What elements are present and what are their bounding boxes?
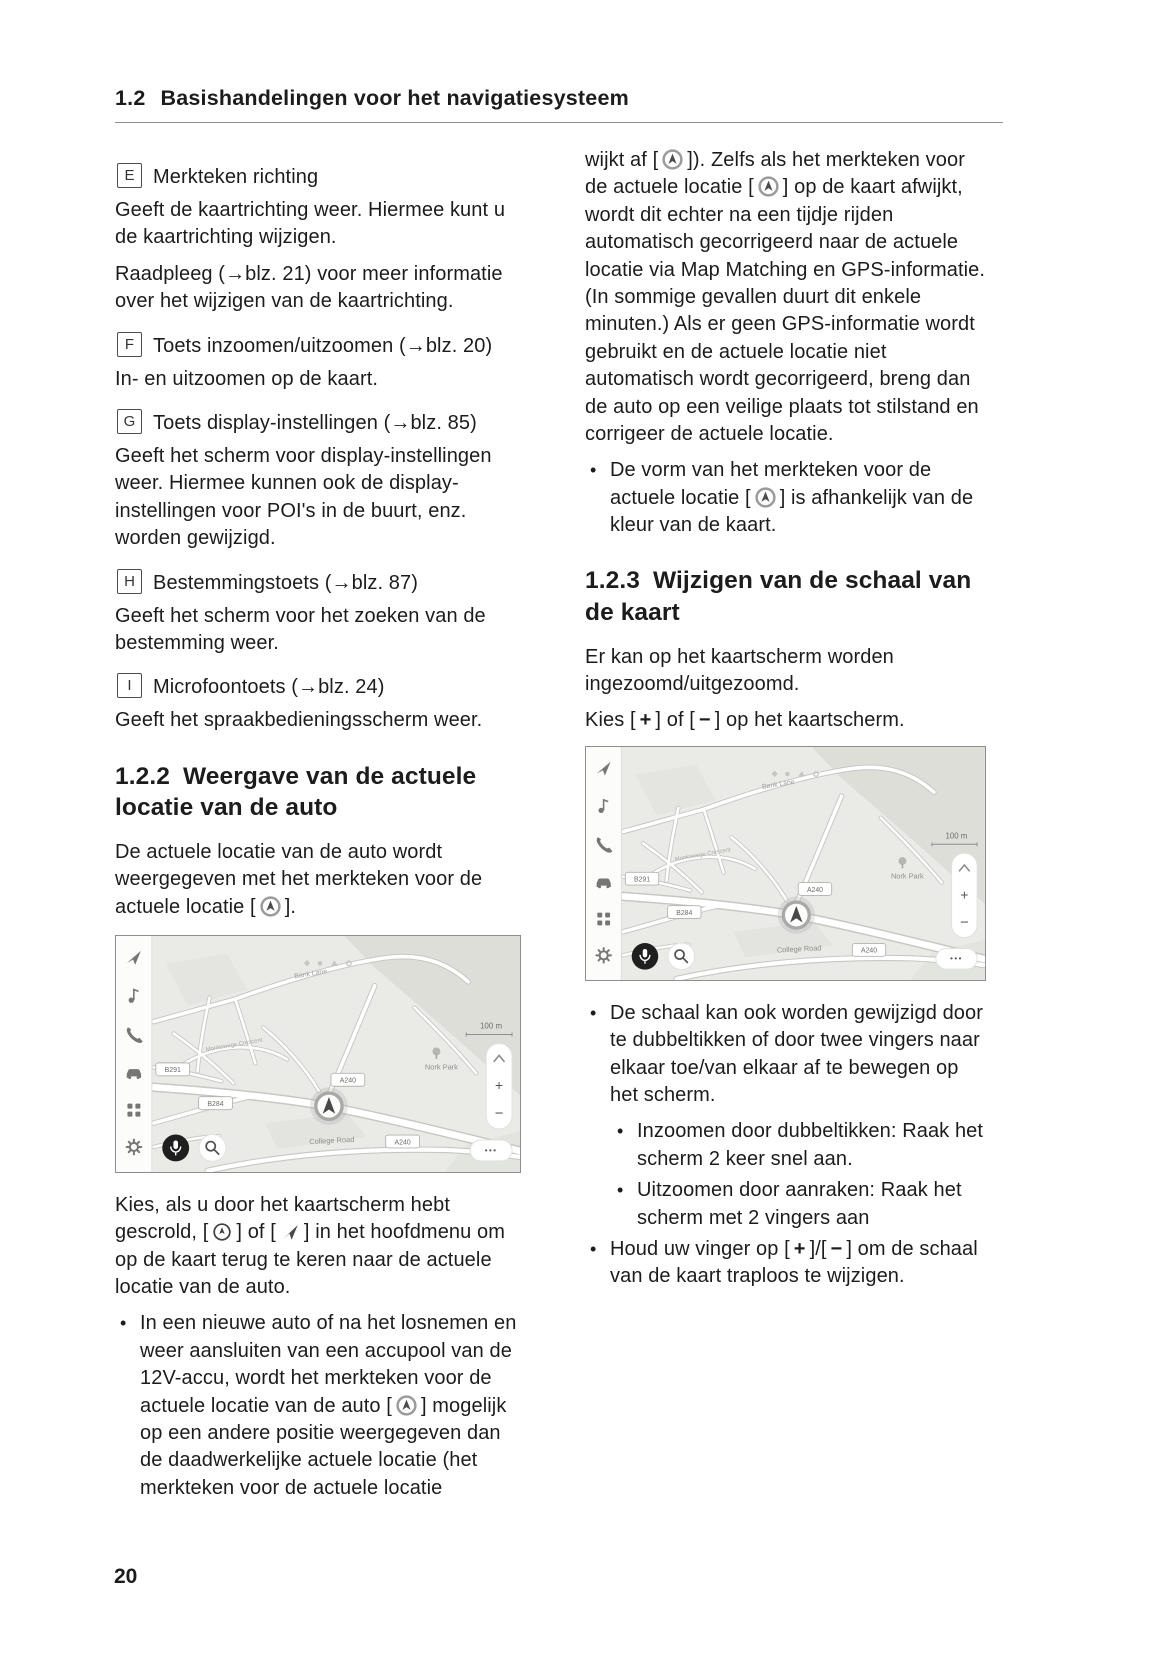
current-location-icon (396, 1395, 417, 1416)
text-segment: Kies, als u door het kaartscherm hebt gescrold, [ (115, 1193, 450, 1244)
zoom-out-button: − (960, 914, 969, 931)
text-segment: De vorm van het merkteken voor de actuele locatie [ (610, 459, 932, 509)
street-label-crescent: Monkswege Crescent (674, 847, 732, 863)
legend-item-g-title: Toets display-instellingen (→blz. 85) (153, 411, 477, 434)
left-column (115, 147, 520, 1511)
text-segment: ] op het kaartscherm. (714, 709, 905, 732)
sub-bullet-zoom-out: • Uitzoomen door aanraken: Raak het scherm met 2 vingers aan (612, 1177, 990, 1232)
text-segment: ] in het hoofdmenu om op de kaart terug te keren naar de actuele locatie van de auto. (115, 1221, 506, 1299)
key-box-g: G (117, 409, 142, 434)
header-section-number: 1.2 (115, 86, 146, 110)
park-label: Nork Park (890, 871, 924, 881)
text-segment: ] is afhankelijk van de kleur van de kaart. (610, 486, 974, 537)
legend-item-i (115, 672, 520, 700)
tree-icon (899, 857, 907, 865)
map-slot (586, 747, 985, 980)
note-bullet-marker-shape (585, 457, 990, 539)
legend-item-f-body: In- en uitzoomen op de kaart. (115, 367, 379, 390)
zoom-controls (952, 853, 978, 938)
text-segment: De actuele locatie van de auto wordt weergegeven met het merkteken voor de actuele locatie [ (115, 840, 483, 918)
svg-text:100 m: 100 m (479, 1021, 503, 1031)
zoom-in-button: + (495, 1077, 504, 1094)
current-location-icon (755, 487, 776, 508)
search-button (199, 1135, 226, 1162)
current-location-marker (778, 896, 815, 933)
section-title: Weergave van de actuele locatie van de auto (115, 762, 477, 821)
legend-item-e-title: Merkteken richting (153, 166, 319, 188)
road-badge-b284 (199, 1097, 233, 1110)
road-badge-b291 (156, 1063, 190, 1076)
minus-icon: − (698, 709, 711, 732)
legend-item-f (115, 331, 520, 359)
text-segment: Kies [ (585, 709, 636, 732)
text-segment: Houd uw vinger op [ (610, 1237, 790, 1260)
search-button (668, 943, 695, 970)
street-label-crescent: Monkswege Crescent (205, 1037, 264, 1054)
svg-text:100 m: 100 m (945, 831, 968, 841)
zoom-out-button: − (494, 1105, 504, 1123)
svg-text:B284: B284 (676, 909, 693, 917)
legend-item-f-title: Toets inzoomen/uitzoomen (→blz. 20) (153, 334, 493, 357)
street-label-bank-lane: Bank Lane (293, 968, 328, 981)
current-location-icon (662, 149, 683, 170)
legend-item-e-body1: Geeft de kaartrichting weer. Hiermee kunt u de kaartrichting wijzigen. (115, 199, 506, 249)
text-segment: ] op de kaart afwijkt, wordt dit echter na een tijdje rijden automatisch gecorrigeerd naar de actuele locatie via Map Matching en GPS-informatie. (In sommige gevallen duurt dit enkele minuten.) Als er geen GPS-informatie wordt gebruikt en de actuele locatie niet automatisch wordt gecorrigeerd, breng dan de auto op een veilige plaats tot stilstand en corrigeer de actuele locatie. (585, 176, 986, 445)
section-number: 1.2.3 (585, 567, 640, 595)
road-badge-b291 (625, 872, 658, 885)
svg-text:A240: A240 (339, 1077, 356, 1085)
more-dots-icon: ••• (484, 1146, 498, 1156)
text-segment: ] mogelijk op een andere positie weergegeven dan de daadwerkelijke actuele locatie (het merkteken voor de actuele locatie (140, 1394, 507, 1499)
road-badge-a240-lower (386, 1135, 420, 1148)
legend-item-g (115, 408, 520, 436)
text-segment: wijkt af [ (585, 149, 659, 171)
section-number: 1.2.2 (115, 762, 170, 790)
svg-text:A240: A240 (806, 886, 823, 894)
section-heading-1-2-3 (585, 565, 990, 627)
road-badge-b284 (668, 906, 701, 919)
more-dots-icon: ••• (950, 954, 963, 964)
legend-item-h (115, 568, 520, 596)
map-slot (116, 936, 520, 1172)
zoom-intro-paragraph: Er kan op het kaartscherm worden ingezoomd/uitgezoomd. (585, 645, 894, 696)
text-segment: In een nieuwe auto of na het losnemen en weer aansluiten van een accupool van de 12V-accu, wordt het merkteken voor de actuele locatie van de auto [ (140, 1312, 517, 1417)
zoom-in-button: + (960, 887, 969, 903)
compass-icon (212, 1222, 232, 1242)
svg-text:B284: B284 (207, 1101, 224, 1109)
map-screenshot-1 (115, 935, 521, 1173)
svg-text:A240: A240 (394, 1139, 411, 1147)
page-header (115, 86, 1003, 123)
nav-map-screenshot (586, 747, 985, 980)
street-label-college-road: College Road (776, 943, 822, 955)
note-bullet-marker-position (115, 1310, 520, 1502)
header-title: Basishandelingen voor het navigatiesysteem (160, 86, 629, 110)
road-badge-a240-upper (331, 1073, 365, 1086)
road-badge-a240-lower (852, 943, 885, 956)
current-location-intro (115, 839, 520, 921)
text-segment: ] of [ (655, 709, 695, 732)
map-sidebar (586, 747, 621, 980)
more-button (936, 948, 977, 969)
map-screenshot-2 (585, 746, 986, 981)
legend-item-h-body: Geeft het scherm voor het zoeken van de bestemming weer. (115, 604, 486, 654)
plus-icon: + (639, 709, 652, 732)
minus-icon: − (830, 1237, 843, 1260)
text-segment: ]/[ (809, 1237, 827, 1260)
tree-icon (432, 1048, 440, 1056)
svg-text:A240: A240 (861, 947, 878, 955)
note-bullet-hold-zoom (585, 1236, 990, 1291)
tree-trunk (436, 1054, 438, 1058)
legend-item-g-body: Geeft het scherm voor display-instellingen weer. Hiermee kunnen ook de display-instellingen voor POI's in de buurt, enz. worden gewijzigd. (115, 444, 492, 550)
nav-arrow-icon (280, 1222, 300, 1242)
park-label: Nork Park (424, 1062, 458, 1072)
current-location-icon (758, 176, 779, 197)
legend-item-e (115, 162, 520, 190)
section-title: Wijzigen van de schaal van de kaart (585, 567, 972, 626)
legend-item-i-body: Geeft het spraakbedieningsscherm weer. (115, 709, 483, 732)
text-segment: ]. (284, 895, 297, 918)
legend-item-e-body2: Raadpleeg (→blz. 21) voor meer informatie over het wijzigen van de kaartrichting. (115, 262, 503, 313)
text-segment: ] of [ (236, 1221, 276, 1244)
continuation-paragraph (585, 147, 990, 448)
svg-text:B291: B291 (634, 876, 651, 884)
key-box-i: I (117, 673, 142, 698)
current-location-marker (310, 1087, 348, 1125)
two-column-body (115, 147, 990, 1511)
return-to-location-paragraph (115, 1192, 520, 1302)
section-heading-1-2-2 (115, 761, 520, 823)
text-segment: ] om de schaal van de kaart traploos te wijzigen. (610, 1237, 978, 1288)
road-badge-a240-upper (798, 882, 831, 895)
svg-text:B291: B291 (164, 1067, 181, 1075)
current-location-icon (260, 896, 281, 917)
key-box-e: E (117, 163, 142, 188)
legend-item-h-title: Bestemmingstoets (→blz. 87) (153, 571, 419, 594)
right-column (585, 147, 990, 1511)
key-box-h: H (117, 569, 142, 594)
plus-icon: + (793, 1237, 806, 1260)
map-sidebar (116, 936, 152, 1172)
street-label-bank-lane: Bank Lane (761, 778, 796, 791)
legend-item-i-title: Microfoontoets (→blz. 24) (153, 676, 385, 699)
text-segment: ]). Zelfs als het merkteken voor de actuele locatie [ (585, 149, 965, 199)
sub-bullet-zoom-in: • Inzoomen door dubbeltikken: Raak het scherm 2 keer snel aan. (612, 1118, 990, 1173)
street-label-college-road: College Road (309, 1134, 355, 1147)
mic-button (632, 943, 659, 970)
key-box-f: F (117, 332, 142, 357)
note-bullet-scale-gestures: • De schaal kan ook worden gewijzigd door te dubbeltikken of door twee vingers naar elkaar toe/van elkaar af te bewegen op het scherm. (585, 1000, 990, 1110)
page-number: 20 (114, 1565, 138, 1588)
zoom-instruction-paragraph (585, 707, 990, 734)
more-button (470, 1140, 512, 1161)
tree-trunk (902, 864, 904, 868)
nav-map-screenshot (116, 936, 520, 1172)
zoom-controls (486, 1044, 512, 1130)
mic-button (162, 1135, 189, 1162)
